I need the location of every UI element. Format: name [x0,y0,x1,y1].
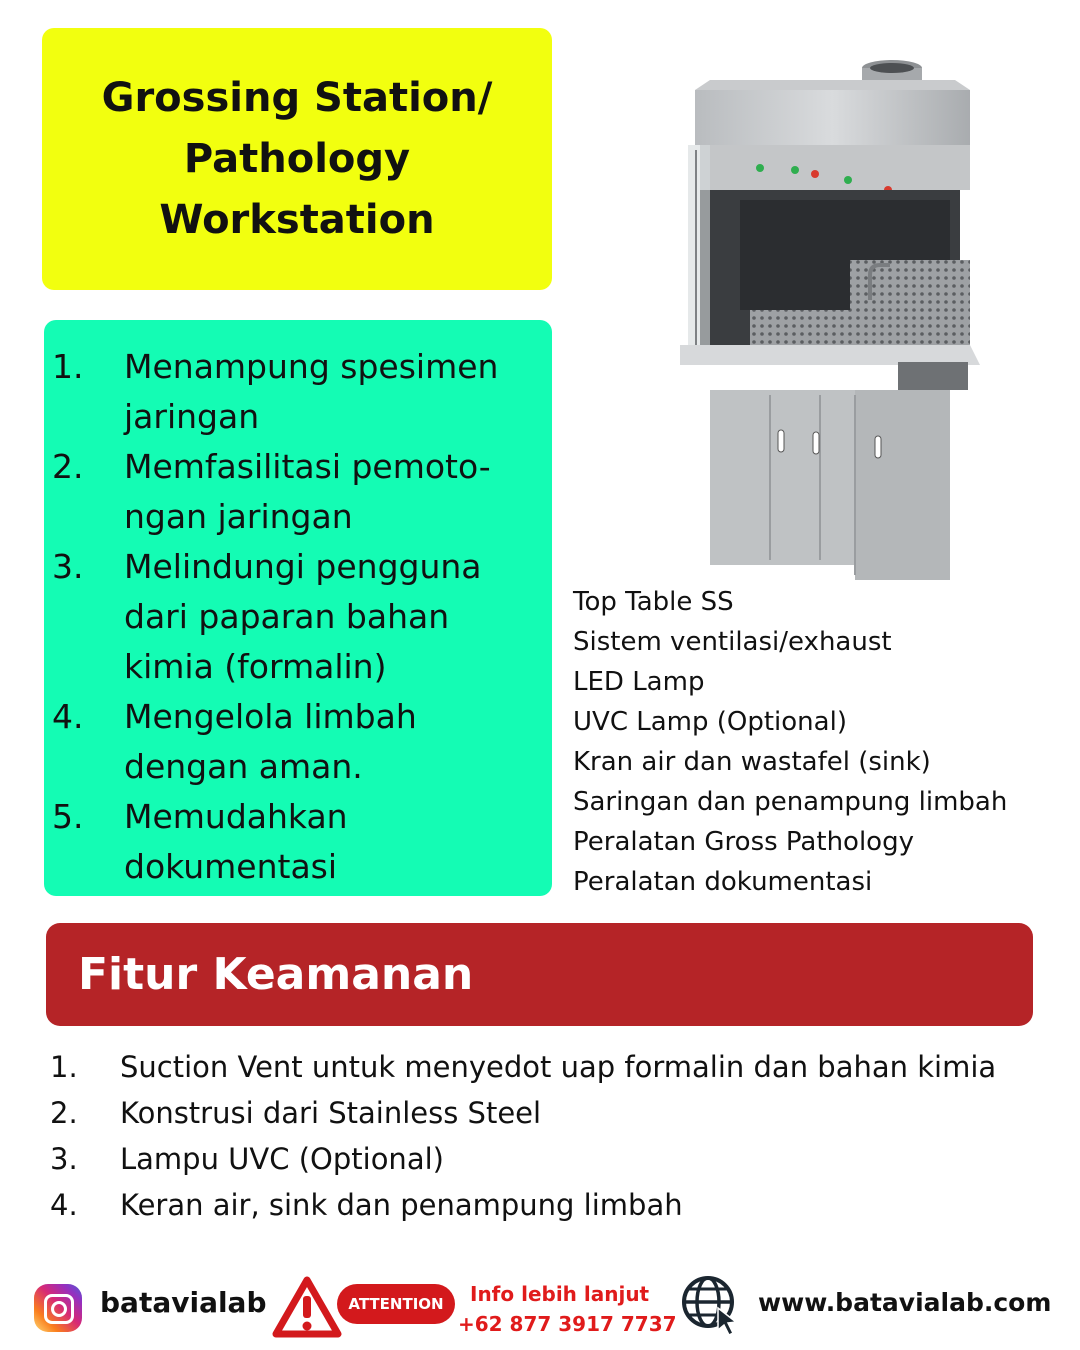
list-item: Kran air dan wastafel (sink) [573,747,931,777]
list-number: 4. [50,1188,78,1222]
list-number: 4. [52,697,84,736]
list-item: LED Lamp [573,667,705,697]
list-item [46,1044,996,1090]
footer [0,1260,1080,1340]
instagram-handle-link[interactable]: batavialab [100,1286,267,1319]
website-link[interactable]: www.batavialab.com [758,1288,1052,1317]
list-number: 2. [50,1096,78,1130]
list-item: UVC Lamp (Optional) [573,707,847,737]
safety-banner [46,923,1033,1026]
title-line-2: Pathology [183,135,411,182]
info-label: Info lebih lanjut [470,1282,650,1306]
list-item: Saringan dan penampung limbah [573,787,1008,817]
spec-list [573,582,1007,902]
list-item: Top Table SS [573,587,734,617]
warning-icon [272,1276,342,1338]
list-number: 3. [52,547,84,586]
list-item [46,1182,996,1228]
title-box [42,28,552,290]
list-text-line: Menampung spesimen [124,347,499,386]
list-text-line: Mengelola limbah [124,697,417,736]
list-text: Keran air, sink dan penampung limbah [120,1188,683,1222]
list-item [44,442,552,542]
list-text: Konstrusi dari Stainless Steel [120,1096,542,1130]
title-line-1: Grossing Station/ [101,74,493,121]
list-item [46,1136,996,1182]
list-text-line: ngan jaringan [124,497,353,536]
list-number: 5. [52,797,84,836]
list-text-line: Memfasilitasi pemoto- [124,447,491,486]
list-item: Peralatan Gross Pathology [573,827,914,857]
list-text: Suction Vent untuk menyedot uap formalin dan bahan kimia [120,1050,997,1084]
title-line-3: Workstation [159,196,435,243]
list-item [44,342,552,442]
grossing-station-image [670,50,990,580]
list-text-line: kimia (formalin) [124,647,387,686]
list-text-line: jaringan [124,397,260,436]
list-item [46,1090,996,1136]
list-text-line: Melindungi pengguna [124,547,482,586]
list-text-line: Memudahkan [124,797,348,836]
functions-list [44,320,552,892]
functions-box [44,320,552,896]
list-text-line: dari paparan bahan [124,597,450,636]
list-item: Peralatan dokumentasi [573,867,873,897]
globe-cursor-icon [678,1272,742,1336]
attention-badge: ATTENTION [337,1284,455,1324]
phone-number-link[interactable]: +62 877 3917 7737 [458,1312,677,1336]
instagram-icon[interactable] [34,1284,82,1332]
safety-list [46,1044,996,1228]
list-text: Lampu UVC (Optional) [120,1142,444,1176]
list-text-line: dengan aman. [124,747,363,786]
list-number: 1. [52,347,84,386]
list-number: 3. [50,1142,78,1176]
list-item: Sistem ventilasi/exhaust [573,627,892,657]
list-number: 2. [52,447,84,486]
page-title [102,68,493,251]
list-item [44,542,552,692]
list-item [44,792,552,892]
list-number: 1. [50,1050,78,1084]
list-text-line: dokumentasi [124,847,338,886]
safety-title: Fitur Keamanan [78,949,474,1000]
list-item [44,692,552,792]
